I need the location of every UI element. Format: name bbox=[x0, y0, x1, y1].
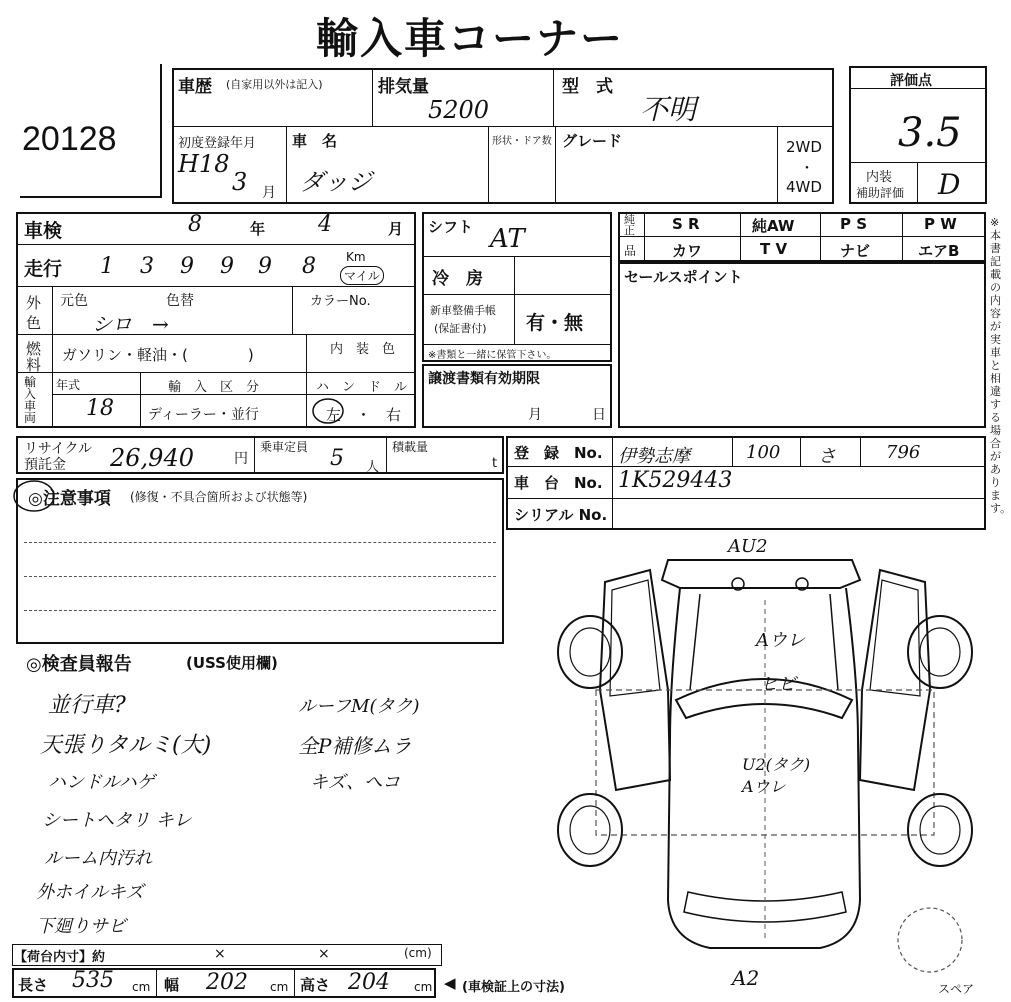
drive-dot: ・ bbox=[800, 161, 814, 177]
transfer-label: 譲渡書類有効期限 bbox=[428, 371, 540, 387]
length-label: 長さ bbox=[18, 976, 49, 994]
inspector-left-2: 天張りタルミ(大) bbox=[40, 733, 212, 758]
cargo-label: 【荷台内寸】約 bbox=[14, 950, 106, 965]
load-label: 積載量 bbox=[392, 440, 429, 454]
history-label: 車歴 bbox=[178, 77, 212, 97]
inspection-month-unit: 月 bbox=[388, 220, 404, 238]
warranty-label-2: (保証書付) bbox=[434, 322, 487, 335]
wheel-front-left bbox=[558, 616, 622, 688]
mileage-digit-4: 9 bbox=[220, 254, 234, 279]
displacement-label: 排気量 bbox=[378, 77, 429, 97]
handle-value: 左 ・ 右 bbox=[326, 406, 402, 424]
equipment-leather: カワ bbox=[672, 242, 703, 260]
width-label: 幅 bbox=[164, 976, 180, 994]
cargo-x2: × bbox=[318, 946, 330, 962]
capacity-unit: 人 bbox=[366, 460, 380, 475]
arrow-left-icon: ◀ bbox=[444, 974, 456, 992]
diagram-glass-mark: ヒビ bbox=[760, 674, 796, 695]
import-class-value: ディーラー・並行 bbox=[148, 407, 259, 423]
mileage-digit-2: 3 bbox=[140, 254, 154, 279]
recycle-unit: 円 bbox=[234, 451, 248, 467]
notes-line-1 bbox=[24, 542, 496, 543]
equipment-navi: ナビ bbox=[840, 242, 871, 260]
equipment-ps: P S bbox=[840, 215, 868, 233]
registration-kana: さ bbox=[818, 446, 836, 467]
equipment-sr: S R bbox=[672, 215, 700, 233]
interior-label-2: 補助評価 bbox=[856, 186, 905, 200]
equipment-side-label-2: 品 bbox=[624, 244, 637, 258]
registration-number: 796 bbox=[886, 442, 921, 463]
mileage-digit-5: 9 bbox=[258, 254, 272, 279]
dimensions-note: (車検証上の寸法) bbox=[462, 980, 565, 995]
lot-number: 20128 bbox=[22, 120, 117, 158]
transfer-month: 月 bbox=[528, 407, 542, 423]
registration-area: 伊勢志摩 bbox=[618, 446, 690, 467]
car-name-label: 車 名 bbox=[292, 132, 338, 150]
inspector-right-2: 全P補修ムラ bbox=[298, 734, 412, 758]
width-value: 202 bbox=[206, 970, 248, 995]
shift-value: AT bbox=[490, 224, 525, 254]
shape-label: 形状・ドア数 bbox=[492, 136, 552, 147]
color-label-1: 外 bbox=[26, 294, 42, 312]
import-class-label: 輸 入 区 分 bbox=[168, 380, 260, 395]
notes-line-3 bbox=[24, 610, 496, 611]
height-label: 高さ bbox=[300, 976, 331, 994]
lot-bracket-v bbox=[160, 64, 162, 198]
sales-point-label: セールスポイント bbox=[624, 268, 743, 286]
mileage-digit-3: 9 bbox=[180, 254, 194, 279]
wheel-rear-right bbox=[908, 794, 972, 866]
inspector-title: ◎検査員報告 bbox=[26, 654, 132, 675]
chassis-value: 1K529443 bbox=[618, 468, 733, 493]
page-title: 輸入車コーナー bbox=[316, 14, 625, 63]
mileage-unit-mile: マイル bbox=[340, 266, 384, 285]
handle-label: ハ ン ド ル bbox=[316, 380, 408, 395]
mileage-digit-6: 8 bbox=[302, 254, 316, 279]
wheel-rear-left bbox=[558, 794, 622, 866]
fuel-label-1: 燃 bbox=[26, 340, 42, 358]
equipment-tv: T V bbox=[760, 240, 788, 258]
recycle-label-1: リサイクル bbox=[24, 441, 93, 457]
notes-circle-mark bbox=[10, 476, 60, 516]
height-unit: cm bbox=[414, 980, 433, 994]
length-value: 535 bbox=[72, 968, 114, 993]
import-year-label: 年式 bbox=[56, 378, 81, 392]
diagram-front-mark: AU2 bbox=[728, 536, 768, 557]
change-color-label: 色替 bbox=[166, 293, 194, 309]
inspection-year-unit: 年 bbox=[250, 220, 266, 238]
load-unit: t bbox=[492, 456, 498, 471]
warranty-value: 有・無 bbox=[526, 312, 584, 334]
lot-bracket-h bbox=[20, 196, 161, 198]
cargo-unit: (cm) bbox=[404, 946, 432, 960]
right-margin-text: ※本書記載の内容が実車と相違する場合があります。 bbox=[990, 216, 1011, 515]
inspector-right-3: キズ、へコ bbox=[310, 772, 401, 793]
registration-class: 100 bbox=[746, 442, 781, 463]
notes-line-2 bbox=[24, 576, 496, 577]
mileage-unit-km: Km bbox=[346, 250, 366, 264]
spare-tire bbox=[898, 908, 962, 972]
car-name-value: ダッジ bbox=[300, 168, 372, 196]
inspector-sub: (USS使用欄) bbox=[186, 654, 278, 672]
serial-label: シリアル No. bbox=[514, 506, 608, 524]
shift-label: シフト bbox=[428, 218, 474, 236]
recycle-label-2: 預託金 bbox=[24, 457, 66, 473]
interior-color-label: 内 装 色 bbox=[330, 342, 396, 357]
color-label-2: 色 bbox=[26, 314, 42, 332]
spare-label: スペア bbox=[938, 982, 975, 996]
inspector-left-1: 並行車? bbox=[48, 693, 126, 718]
front-bumper bbox=[662, 560, 860, 588]
diagram-hood-mark: Aウレ bbox=[756, 630, 805, 651]
score-value: 3.5 bbox=[898, 110, 962, 156]
score-label: 評価点 bbox=[890, 73, 932, 89]
cargo-x1: × bbox=[214, 946, 226, 962]
transfer-day: 日 bbox=[592, 407, 606, 423]
warranty-label-1: 新車整備手帳 bbox=[430, 304, 496, 317]
inspector-left-3: ハンドルハゲ bbox=[48, 772, 155, 793]
capacity-value: 5 bbox=[330, 446, 344, 471]
first-reg-month: 3 bbox=[232, 168, 248, 196]
equipment-pw: P W bbox=[924, 215, 957, 233]
equipment-aw: 純AW bbox=[752, 217, 795, 235]
interior-value: D bbox=[938, 168, 961, 201]
width-unit: cm bbox=[270, 980, 289, 994]
inspection-month: 4 bbox=[318, 212, 332, 237]
color-value: シロ → bbox=[92, 312, 169, 336]
first-reg-label: 初度登録年月 bbox=[178, 136, 257, 151]
notes-title: ◎注意事項 bbox=[28, 489, 111, 509]
diagram-roof-mark-2: Aウレ bbox=[742, 777, 786, 796]
fuel-label-2: 料 bbox=[26, 356, 42, 374]
ac-label: 冷 房 bbox=[432, 269, 483, 289]
drive-2wd: 2WD bbox=[786, 138, 822, 156]
inspector-left-7: 下廻りサビ bbox=[36, 916, 126, 937]
recycle-value: 26,940 bbox=[110, 444, 194, 472]
color-code-label: カラーNo. bbox=[310, 294, 371, 309]
orig-color-label: 元色 bbox=[60, 293, 88, 309]
warranty-note: ※書類と一緒に保管下さい。 bbox=[428, 350, 557, 361]
mileage-digit-1: 1 bbox=[100, 254, 114, 279]
interior-label-1: 内装 bbox=[866, 170, 893, 185]
chassis-label: 車 台 No. bbox=[514, 474, 603, 492]
grade-label: グレード bbox=[562, 132, 623, 150]
drive-4wd: 4WD bbox=[786, 178, 822, 196]
height-value: 204 bbox=[348, 970, 390, 995]
fuel-options: ガソリン・軽油・( ) bbox=[62, 346, 254, 364]
notes-sub: (修復・不具合箇所および状態等) bbox=[130, 490, 308, 504]
inspector-right-1: ルーフM(タク) bbox=[298, 696, 420, 717]
inspection-year: 8 bbox=[188, 212, 202, 237]
length-unit: cm bbox=[132, 980, 151, 994]
model-value: 不明 bbox=[640, 93, 697, 126]
diagram-roof-mark-1: U2(タク) bbox=[742, 755, 811, 774]
wheel-front-right bbox=[908, 616, 972, 688]
car-diagram bbox=[550, 540, 980, 960]
inspection-label: 車検 bbox=[24, 220, 63, 242]
capacity-label: 乗車定員 bbox=[260, 440, 309, 454]
import-label: 輸入車両 bbox=[24, 375, 37, 425]
handle-left-circle-mark bbox=[310, 396, 346, 426]
equipment-side-label-1: 純正 bbox=[624, 213, 635, 237]
equipment-airbag: エアB bbox=[918, 242, 960, 260]
inspector-left-5: ルーム内汚れ bbox=[44, 848, 152, 869]
mileage-label: 走行 bbox=[24, 258, 63, 280]
inspector-left-6: 外ホイルキズ bbox=[36, 882, 144, 903]
import-year: 18 bbox=[86, 396, 114, 421]
inspector-left-4: シートヘタリ キレ bbox=[42, 810, 192, 831]
first-reg-month-unit: 月 bbox=[262, 185, 276, 201]
model-label: 型 式 bbox=[562, 77, 613, 97]
diagram-rear-mark: A2 bbox=[732, 966, 760, 990]
displacement-value: 5200 bbox=[428, 96, 490, 124]
history-note: (自家用以外は記入) bbox=[226, 78, 323, 91]
first-reg-year: H18 bbox=[178, 150, 230, 178]
registration-label: 登 録 No. bbox=[514, 444, 603, 462]
